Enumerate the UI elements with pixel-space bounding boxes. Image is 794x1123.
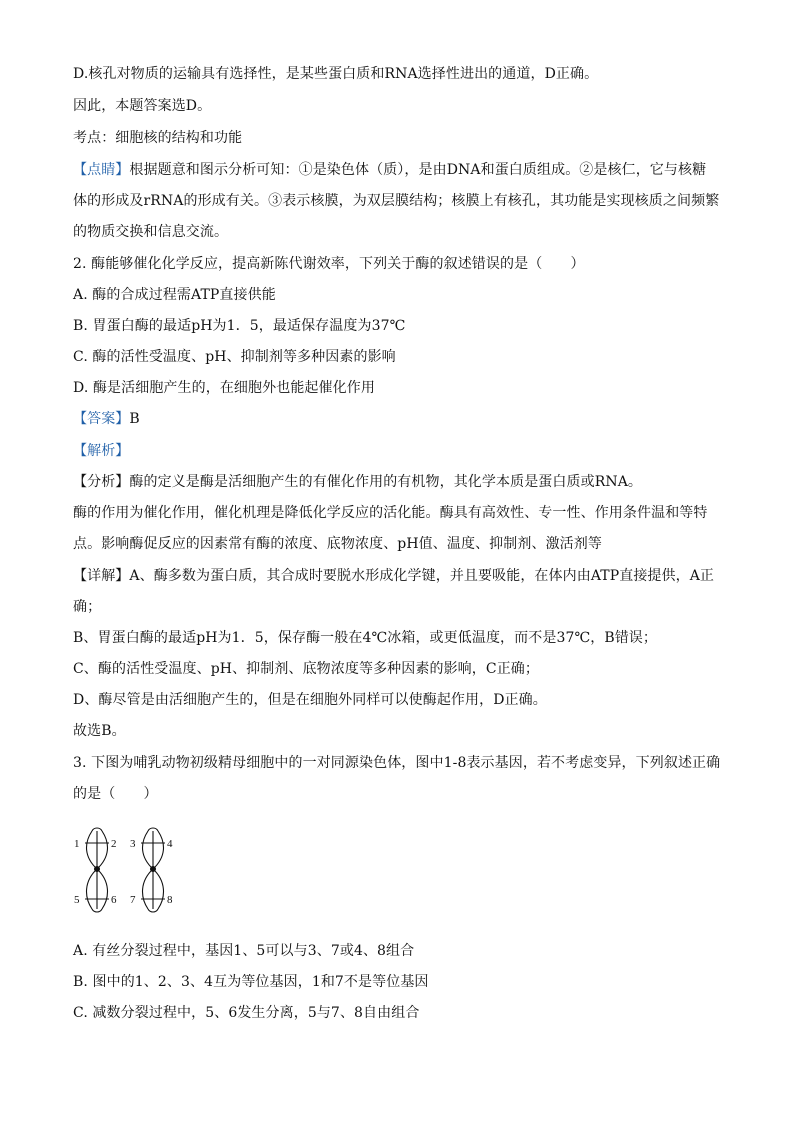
question-2-option-b: B. 胃蛋白酶的最适pH为1．5，最适保存温度为37℃	[73, 318, 406, 334]
xiangjie-c: C、酶的活性受温度、pH、抑制剂、底物浓度等多种因素的影响，C正确；	[73, 661, 539, 677]
paragraph-dianjing	[73, 160, 733, 180]
question-3-stem-cont: 的是（ ）	[73, 786, 158, 802]
dianjing-label: 【点睛】	[73, 162, 130, 178]
gene-label-7: 7	[130, 894, 136, 906]
paragraph-d-option-explanation: D.核孔对物质的运输具有选择性，是某些蛋白质和RNA选择性进出的通道，D正确。	[73, 66, 599, 82]
xiangjie-cont1: 确；	[73, 599, 102, 615]
fenxi-cont2: 点。影响酶促反应的因素常有酶的浓度、底物浓度、pH值、温度、抑制剂、激活剂等	[73, 536, 602, 552]
paragraph-answer-choice: 因此，本题答案选D。	[73, 98, 212, 114]
answer-line	[73, 409, 733, 429]
answer-label: 【答案】	[73, 411, 130, 427]
gene-label-3: 3	[130, 838, 136, 850]
paragraph-kaodian: 考点：细胞核的结构和功能	[73, 130, 243, 146]
question-2-stem: 2. 酶能够催化化学反应，提高新陈代谢效率，下列关于酶的叙述错误的是（ ）	[73, 256, 585, 272]
xiangjie-line	[73, 566, 733, 586]
paragraph-dianjing-cont2: 的物质交换和信息交流。	[73, 224, 229, 240]
jiexi-heading	[73, 441, 733, 461]
gene-label-4: 4	[167, 838, 173, 850]
question-3-option-b: B. 图中的1、2、3、4互为等位基因，1和7不是等位基因	[73, 974, 429, 990]
fenxi-label: 【分析】	[73, 474, 130, 490]
question-2-option-d: D. 酶是活细胞产生的，在细胞外也能起催化作用	[73, 380, 375, 396]
gene-label-2: 2	[111, 838, 117, 850]
answer-value: B	[129, 411, 140, 427]
xiangjie-d: D、酶尽管是由活细胞产生的，但是在细胞外同样可以使酶起作用，D正确。	[73, 692, 547, 708]
centromere-right	[150, 866, 156, 872]
gene-label-6: 6	[111, 894, 117, 906]
question-2-option-c: C. 酶的活性受温度、pH、抑制剂等多种因素的影响	[73, 349, 396, 365]
gene-label-1: 1	[74, 838, 80, 850]
gene-label-8: 8	[167, 894, 173, 906]
xiangjie-conclusion: 故选B。	[73, 723, 126, 739]
fenxi-line	[73, 472, 733, 492]
paragraph-dianjing-cont1: 体的形成及rRNA的形成有关。③表示核膜，为双层膜结构；核膜上有核孔，其功能是实现核质之间频繁	[73, 193, 720, 209]
xiangjie-text: A、酶多数为蛋白质，其合成时要脱水形成化学键，并且要吸能，在体内由ATP直接提供，A正	[129, 568, 715, 584]
homologous-chromosome-figure	[70, 823, 190, 918]
xiangjie-label: 【详解】	[73, 568, 130, 584]
jiexi-label: 【解析】	[73, 443, 130, 459]
question-2-option-a: A. 酶的合成过程需ATP直接供能	[73, 287, 276, 303]
question-3-option-c: C. 减数分裂过程中，5、6发生分离，5与7、8自由组合	[73, 1005, 420, 1021]
centromere-left	[94, 866, 100, 872]
fenxi-text: 酶的定义是酶是活细胞产生的有催化作用的有机物，其化学本质是蛋白质或RNA。	[129, 474, 643, 490]
question-3-option-a: A. 有丝分裂过程中，基因1、5可以与3、7或4、8组合	[73, 943, 415, 959]
fenxi-cont1: 酶的作用为催化作用，催化机理是降低化学反应的活化能。酶具有高效性、专一性、作用条件温和等特	[73, 505, 708, 521]
gene-label-5: 5	[74, 894, 80, 906]
dianjing-text: 根据题意和图示分析可知：①是染色体（质），是由DNA和蛋白质组成。②是核仁，它与核糖	[129, 162, 707, 178]
xiangjie-b: B、胃蛋白酶的最适pH为1．5，保存酶一般在4℃冰箱，或更低温度，而不是37℃，B错误；	[73, 630, 658, 646]
question-3-stem: 3. 下图为哺乳动物初级精母细胞中的一对同源染色体，图中1-8表示基因，若不考虑变异，下列叙述正确	[73, 755, 721, 771]
